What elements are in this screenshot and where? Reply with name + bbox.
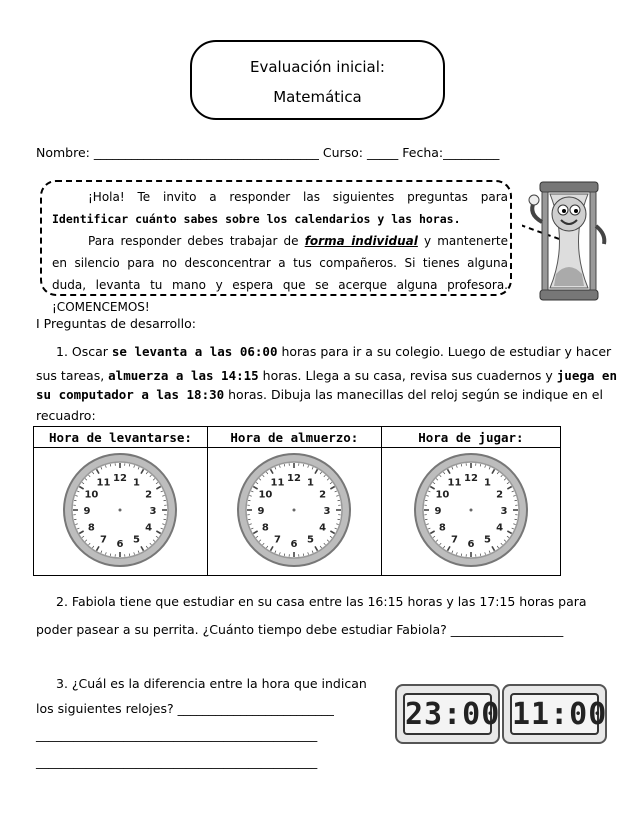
analog-clock-icon xyxy=(411,450,531,570)
q1-line1: 1. Oscar se levanta a las 06:00 horas para ir a su colegio. Luego de estudiar y hacer xyxy=(56,344,612,359)
header-play: Hora de jugar: xyxy=(381,427,560,448)
hourglass-mascot-icon xyxy=(522,162,614,310)
clock-number: 4 xyxy=(319,522,327,533)
clock-number: 12 xyxy=(287,472,302,484)
clock-number: 1 xyxy=(307,476,315,488)
header-wake-up: Hora de levantarse: xyxy=(34,427,208,448)
title-line2: Matemática xyxy=(273,88,362,106)
q2-line1: 2. Fabiola tiene que estudiar en su casa entre las 16:15 horas y las 17:15 horas para xyxy=(56,594,587,609)
date-field[interactable]: _________ xyxy=(443,145,500,160)
date-label: Fecha: xyxy=(402,145,444,160)
clock-number: 5 xyxy=(307,534,315,546)
clock-number: 9 xyxy=(257,505,265,517)
clock-number: 4 xyxy=(496,522,503,533)
clock-table xyxy=(33,426,561,576)
q3-line1: 3. ¿Cuál es la diferencia entre la hora que indican xyxy=(56,676,367,691)
digital-clock-2 xyxy=(502,684,607,744)
intro-highlight: Identificar cuánto sabes sobre los calendarios y las horas. xyxy=(52,212,461,226)
analog-clock-icon xyxy=(60,450,180,570)
clock-number: 9 xyxy=(83,505,91,517)
clock-number: 7 xyxy=(274,534,282,546)
digital-clock-1 xyxy=(395,684,500,744)
q3-answer-line-2[interactable]: _____________________________________________ xyxy=(36,754,318,769)
clock-number: 6 xyxy=(467,538,475,550)
clock-number: 12 xyxy=(463,472,478,484)
name-field[interactable]: ____________________________________ xyxy=(93,145,319,160)
student-info-line xyxy=(36,145,499,160)
clock-number: 6 xyxy=(290,538,298,550)
clock-number: 8 xyxy=(438,522,446,533)
section-title: I Preguntas de desarrollo: xyxy=(36,316,196,331)
clock-cell-play[interactable] xyxy=(381,448,560,576)
clock-number: 9 xyxy=(434,505,442,517)
clock-number: 11 xyxy=(447,476,462,488)
digital-clock-2-display: 11:00 xyxy=(510,693,599,735)
clock-number: 2 xyxy=(496,489,503,500)
q3-line2: los siguientes relojes? _________________________ xyxy=(36,701,334,716)
clock-number: 6 xyxy=(116,538,124,550)
clock-cell-lunch[interactable] xyxy=(207,448,381,576)
clock-number: 8 xyxy=(88,522,96,533)
clock-cell-wake-up[interactable] xyxy=(34,448,208,576)
q1-line3: su computador a las 18:30 horas. Dibuja las manecillas del reloj según se indique en el xyxy=(36,387,603,402)
course-field[interactable]: _____ xyxy=(367,145,399,160)
clock-number: 4 xyxy=(145,522,153,533)
q1-line4: recuadro: xyxy=(36,408,96,423)
clock-number: 7 xyxy=(450,534,458,546)
q3-answer-line-1[interactable]: _____________________________________________ xyxy=(36,727,318,742)
clock-number: 2 xyxy=(145,489,153,500)
header-lunch: Hora de almuerzo: xyxy=(207,427,381,448)
clock-number: 10 xyxy=(435,489,450,500)
analog-clock-icon xyxy=(234,450,354,570)
course-label: Curso: xyxy=(322,145,364,160)
clock-number: 11 xyxy=(270,476,285,488)
clock-center xyxy=(119,508,122,511)
clock-number: 3 xyxy=(323,505,331,517)
title-line1: Evaluación inicial: xyxy=(250,58,385,76)
clock-number: 2 xyxy=(319,489,327,500)
clock-number: 8 xyxy=(262,522,270,533)
clock-number: 1 xyxy=(133,476,141,488)
title-box xyxy=(190,40,445,120)
individual-emphasis: forma individual xyxy=(304,234,418,248)
intro-paragraph-2: Para responder debes trabajar de forma individual y mantenerte en silencio para no desconcentrar a tus compañeros. Si tienes alguna duda, levanta tu mano y espera que se acerque alguna profesora. ¡COMENCEMOS! xyxy=(52,234,508,314)
clock-number: 12 xyxy=(113,472,128,484)
clock-center xyxy=(469,508,472,511)
clock-number: 5 xyxy=(483,534,491,546)
clock-number: 3 xyxy=(149,505,157,517)
q2-line2: poder pasear a su perrita. ¿Cuánto tiempo debe estudiar Fabiola? __________________ xyxy=(36,622,564,637)
clock-number: 10 xyxy=(84,489,99,500)
clock-number: 5 xyxy=(133,534,141,546)
clock-number: 3 xyxy=(500,505,508,517)
clock-number: 11 xyxy=(96,476,111,488)
digital-clock-1-display: 23:00 xyxy=(403,693,492,735)
clock-number: 10 xyxy=(258,489,273,500)
q1-line2: sus tareas, almuerza a las 14:15 horas. Llega a su casa, revisa sus cuadernos y juega en xyxy=(36,368,617,383)
clock-center xyxy=(293,508,296,511)
clock-number: 7 xyxy=(100,534,108,546)
name-label: Nombre: xyxy=(36,145,90,160)
intro-paragraph-1: ¡Hola! Te invito a responder las siguientes preguntas para Identificar cuánto sabes sobre los calendarios y las horas. xyxy=(52,190,508,226)
clock-number: 1 xyxy=(483,476,491,488)
